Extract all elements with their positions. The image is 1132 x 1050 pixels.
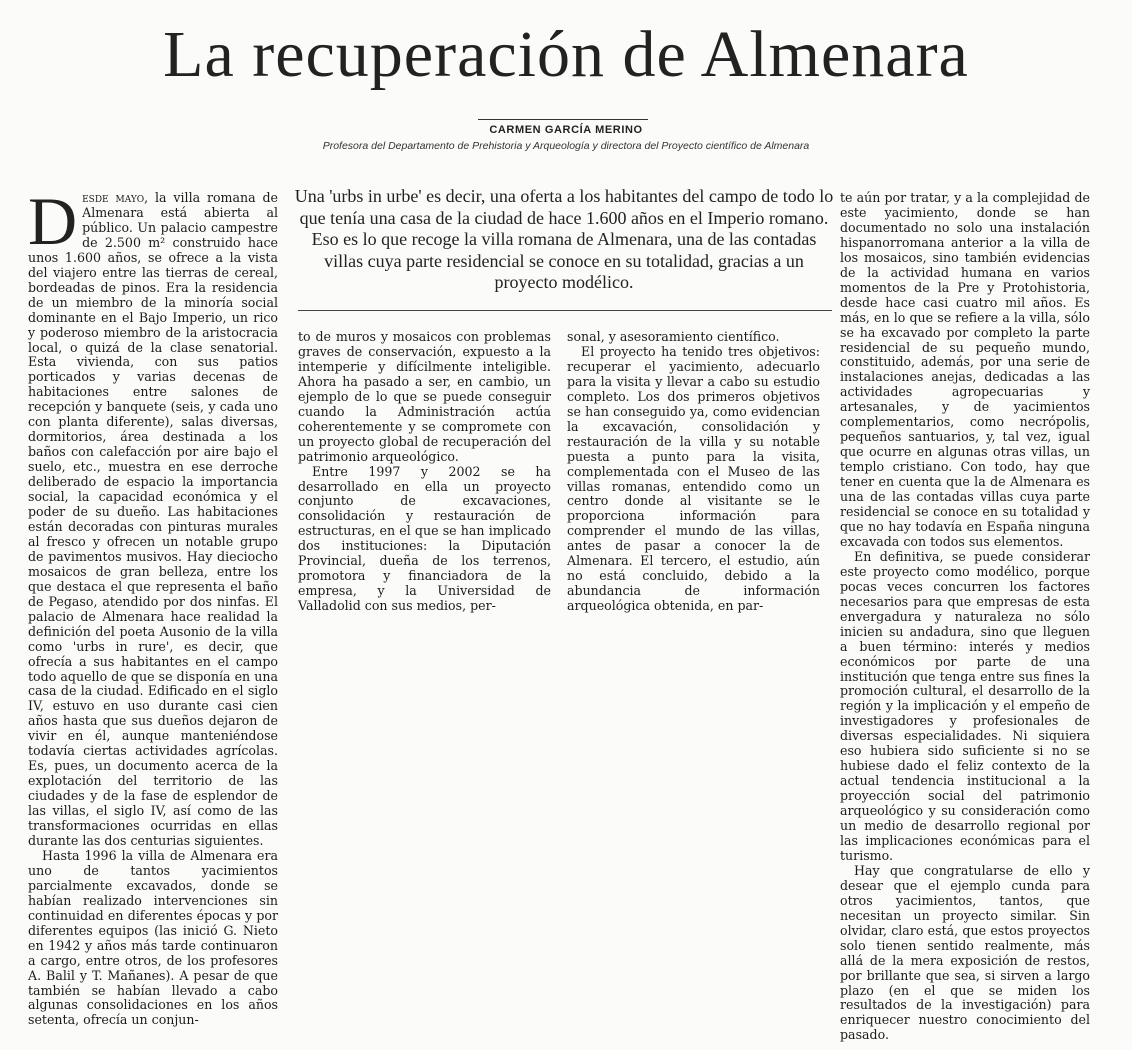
column-4-paragraph-2: En definitiva, se puede considerar este proyecto como modélico, porque pocas veces concurren los factores necesarios para que empresas de esta envergadura y naturaleza no sólo inicien su andadura, sino que lleguen a buen término: interés y medios económicos por parte de una institución que tenga entre sus fines la promoción cultural, el desarrollo de la región y la implicación y el empeño de investigadores y profesionales de diversas especialidades. Ni siquiera eso hubiera sido suficiente si no se hubiese dado el feliz contexto de la actual tendencia institucional a la proyección social del patrimonio arqueológico y su consideración como un medio de desarrollo regional por las implicaciones económicas para el turismo.: [840, 548, 1090, 863]
column-3-paragraph-2: El proyecto ha tenido tres objetivos: recuperar el yacimiento, adecuarlo para la visita y llevar a cabo su estudio completo. Los dos primeros objetivos se han conseguido ya, como evidencian la excavación, consolidación y restauración de la villa y su notable puesta a punto para la visita, complementada con el Museo de las villas romanas, entendido como un centro donde al visitante se le proporciona información para comprender el mundo de las villas, antes de pasar a conocer la de Almenara. El tercero, el estudio, aún no está concluido, debido a la abundancia de información arqueológica obtenida, en par-: [567, 343, 820, 614]
column-1-paragraph-1: [28, 183, 278, 849]
drop-cap: D: [28, 183, 78, 259]
column-2-paragraph-1: to de muros y mosaicos con problemas graves de conservación, expuesto a la intemperie y difícilmente inteligible. Ahora ha pasado a ser, en cambio, un ejemplo de lo que se puede conseguir cuando la Administración actúa coherentemente y se compromete con un proyecto global de recuperación del patrimonio arqueológico.: [298, 329, 551, 464]
column-3-paragraph-1: sonal, y asesoramiento científico.: [567, 329, 780, 344]
byline-rule: [478, 119, 648, 120]
column-1: [28, 183, 278, 1028]
column-2: [298, 330, 551, 614]
column-4-paragraph-3: Hay que congratularse de ello y desear que el ejemplo cunda para otros yacimientos, tantos, que necesitan un proyecto similar. Sin olvidar, claro está, que estos proyectos solo tienen sentido realmente, más allá de la mera exposición de restos, por brillante que sea, si sirven a largo plazo (en el que se miden los resultados de la investigación) para enriquecer nuestro conocimiento del pasado.: [840, 862, 1090, 1043]
column-4: [840, 191, 1090, 1043]
pull-quote: Una 'urbs in urbe' es decir, una oferta a los habitantes del campo de todo lo que tenía una casa de la ciudad de hace 1.600 años en el Imperio romano. Eso es lo que recoge la villa romana de Almenara, una de las contadas villas cuya parte residencial se conoce en su totalidad, gracias a un proyecto modélico.: [294, 186, 834, 292]
column-2-paragraph-2: Entre 1997 y 2002 se ha desarrollado en ella un proyecto conjunto de excavaciones, consolidación y restauración de estructuras, en el que se han implicado dos instituciones: la Diputación Provincial, dueña de los terrenos, promotora y financiadora de la empresa, y la Universidad de Valladolid con sus medios, per-: [298, 463, 551, 614]
column-1-paragraph-2: Hasta 1996 la villa de Almenara era uno de tantos yacimientos parcialmente excavados, donde se habían realizado intervenciones sin continuidad en diferentes épocas y por diferentes equipos (las inició G. Nieto en 1942 y años más tarde continuaron a cargo, entre otros, de los profesores A. Balil y T. Mañanes). A pesar de que también se habían llevado a cabo algunas consolidaciones en los años setenta, ofrecía un conjun-: [28, 847, 278, 1028]
article-title: La recuperación de Almenara: [163, 18, 969, 91]
lead-smallcaps: esde mayo: [82, 190, 145, 205]
pull-quote-rule: [298, 310, 832, 311]
column-4-paragraph-1: te aún por tratar, y a la complejidad de este yacimiento, donde se han documentado no solo una instalación hispanorromana anterior a la villa de los mosaicos, sino también evidencias de la actividad humana en varios momentos de la Pre y Protohistoria, desde hace casi cuatro mil años. Es más, en lo que se refiere a la villa, sólo se ha excavado por completo la parte residencial de su pequeño mundo, constituido, además, por una serie de instalaciones anejas, dedicadas a las actividades agropecuarias y artesanales, y de yacimientos complementarios, como necrópolis, pequeños santuarios, y, tal vez, igual que ocurre en algunas otras villas, un templo cristiano. Con todo, hay que tener en cuenta que la de Almenara es una de las contadas villas cuya parte residencial se conoce en su totalidad y que no hay todavía en España ninguna excavada con todos sus elementos.: [840, 190, 1090, 549]
column-1-paragraph-1-text: , la villa romana de Almenara está abierta al público. Un palacio campestre de 2.500 m² construido hace unos 1.600 años, se ofrece a la vista del viajero entre las tierras de cereal, bordeadas de pinos. Era la residencia de un miembro de la minoría social dominante en el Bajo Imperio, un rico y poderoso miembro de la aristocracia local, o quizá de la clase senatorial. Esta vivienda, con sus patios porticados y varias decenas de habitaciones entre salones de recepción y banquete (seis, y cada uno con planta diferente), salas diversas, dormitorios, área destinada a los baños con calefacción por aire bajo el suelo, etc., muestra en ese derroche deliberado de espacio la importancia social, la capacidad económica y el poder de su dueño. Las habitaciones están decoradas con pinturas murales al fresco y ofrecen un notable grupo de pavimentos musivos. Hay dieciocho mosaicos de gran belleza, entre los que destaca el que representa el baño de Pegaso, atendido por dos ninfas. El palacio de Almenara hace realidad la definición del poeta Ausonio de la villa como 'urbs in rure', es decir, que ofrecía a sus habitantes en el campo todo aquello de que se disponía en una casa de la ciudad. Edificado en el siglo IV, estuvo en uso durante casi cien años hasta que sus dueños dejaron de vivir en él, aunque manteniéndose todavía ciertas actividades agrícolas. Es, pues, un documento acerca de la explotación del territorio de las ciudades y de la fase de esplendor de las villas, el siglo IV, así como de las transformaciones ocurridas en ellas durante las dos centurias siguientes.: [28, 190, 278, 848]
author-name: CARMEN GARCÍA MERINO: [489, 124, 643, 136]
column-3: [567, 330, 820, 614]
author-affiliation: Profesora del Departamento de Prehistoria y Arqueología y directora del Proyecto científico de Almenara: [322, 140, 810, 152]
